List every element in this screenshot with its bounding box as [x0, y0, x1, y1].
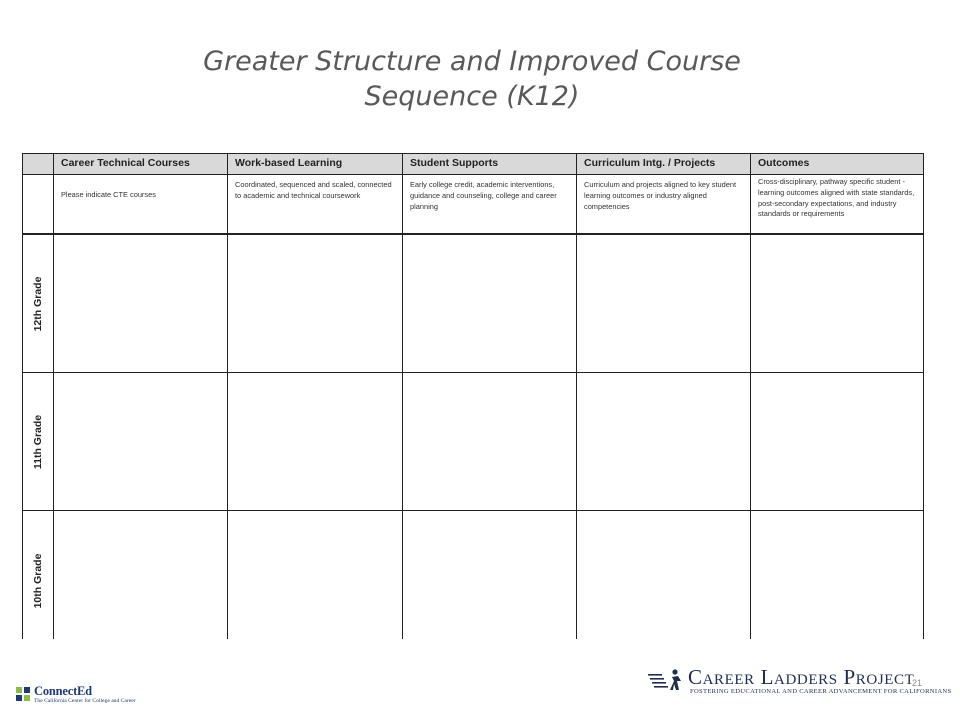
career-ladders-logo-name: Career Ladders Project — [688, 665, 915, 689]
pathway-planning-table — [22, 153, 924, 639]
slide-title-line-1: Greater Structure and Improved Course — [203, 46, 741, 77]
column-header: Career Technical Courses — [54, 154, 228, 174]
grade-label: 12th Grade — [32, 276, 44, 331]
connected-logo-name: ConnectEd — [34, 684, 92, 698]
column-description: Early college credit, academic interventions, guidance and counseling, college and career planning — [403, 175, 577, 233]
grade-row-11 — [23, 373, 923, 511]
table-cell[interactable] — [751, 373, 923, 510]
column-header: Curriculum Intg. / Projects — [577, 154, 751, 174]
grade-row-12 — [23, 235, 923, 373]
table-cell[interactable] — [228, 235, 403, 372]
career-ladders-logo — [648, 664, 952, 700]
slide-title — [0, 44, 944, 114]
table-cell[interactable] — [54, 373, 228, 510]
slide-title-line-2: Sequence (K12) — [364, 81, 580, 112]
table-cell[interactable] — [751, 235, 923, 372]
description-corner-cell — [23, 175, 54, 233]
grade-label: 11th Grade — [32, 414, 44, 469]
description-row — [23, 175, 923, 235]
connected-logo-tagline: The California Center for College and Career — [34, 698, 136, 704]
table-cell[interactable] — [751, 511, 923, 639]
grade-label-cell — [23, 235, 54, 372]
table-cell[interactable] — [54, 235, 228, 372]
corner-cell — [23, 154, 54, 174]
table-cell[interactable] — [228, 511, 403, 639]
career-ladders-logo-tagline: FOSTERING EDUCATIONAL AND CAREER ADVANCEMENT FOR CALIFORNIANS — [690, 688, 952, 695]
column-description: Please indicate CTE courses — [54, 175, 228, 233]
column-description: Curriculum and projects aligned to key student learning outcomes or industry aligned competencies — [577, 175, 751, 233]
table-cell[interactable] — [577, 373, 751, 510]
grade-label: 10th Grade — [32, 553, 44, 609]
connected-logo-icon — [15, 686, 31, 702]
grade-row-10 — [23, 511, 923, 639]
connected-logo — [15, 684, 145, 706]
column-description: Coordinated, sequenced and scaled, connected to academic and technical coursework — [228, 175, 403, 233]
table-cell[interactable] — [577, 511, 751, 639]
column-header: Student Supports — [403, 154, 577, 174]
table-cell[interactable] — [403, 373, 577, 510]
table-cell[interactable] — [403, 235, 577, 372]
table-cell[interactable] — [577, 235, 751, 372]
slide-number: 21 — [912, 678, 923, 688]
table-cell[interactable] — [403, 511, 577, 639]
column-description: Cross-disciplinary, pathway specific student -learning outcomes aligned with state standards, post-secondary expectations, and industry standards or requirements — [758, 177, 915, 219]
grade-label-cell — [23, 373, 54, 510]
column-header: Work-based Learning — [228, 154, 403, 174]
table-cell[interactable] — [54, 511, 228, 639]
table-header-row — [23, 154, 923, 175]
table-cell[interactable] — [228, 373, 403, 510]
ladder-runner-icon — [648, 668, 684, 692]
grade-label-cell — [23, 511, 54, 639]
column-header: Outcomes — [758, 157, 810, 169]
